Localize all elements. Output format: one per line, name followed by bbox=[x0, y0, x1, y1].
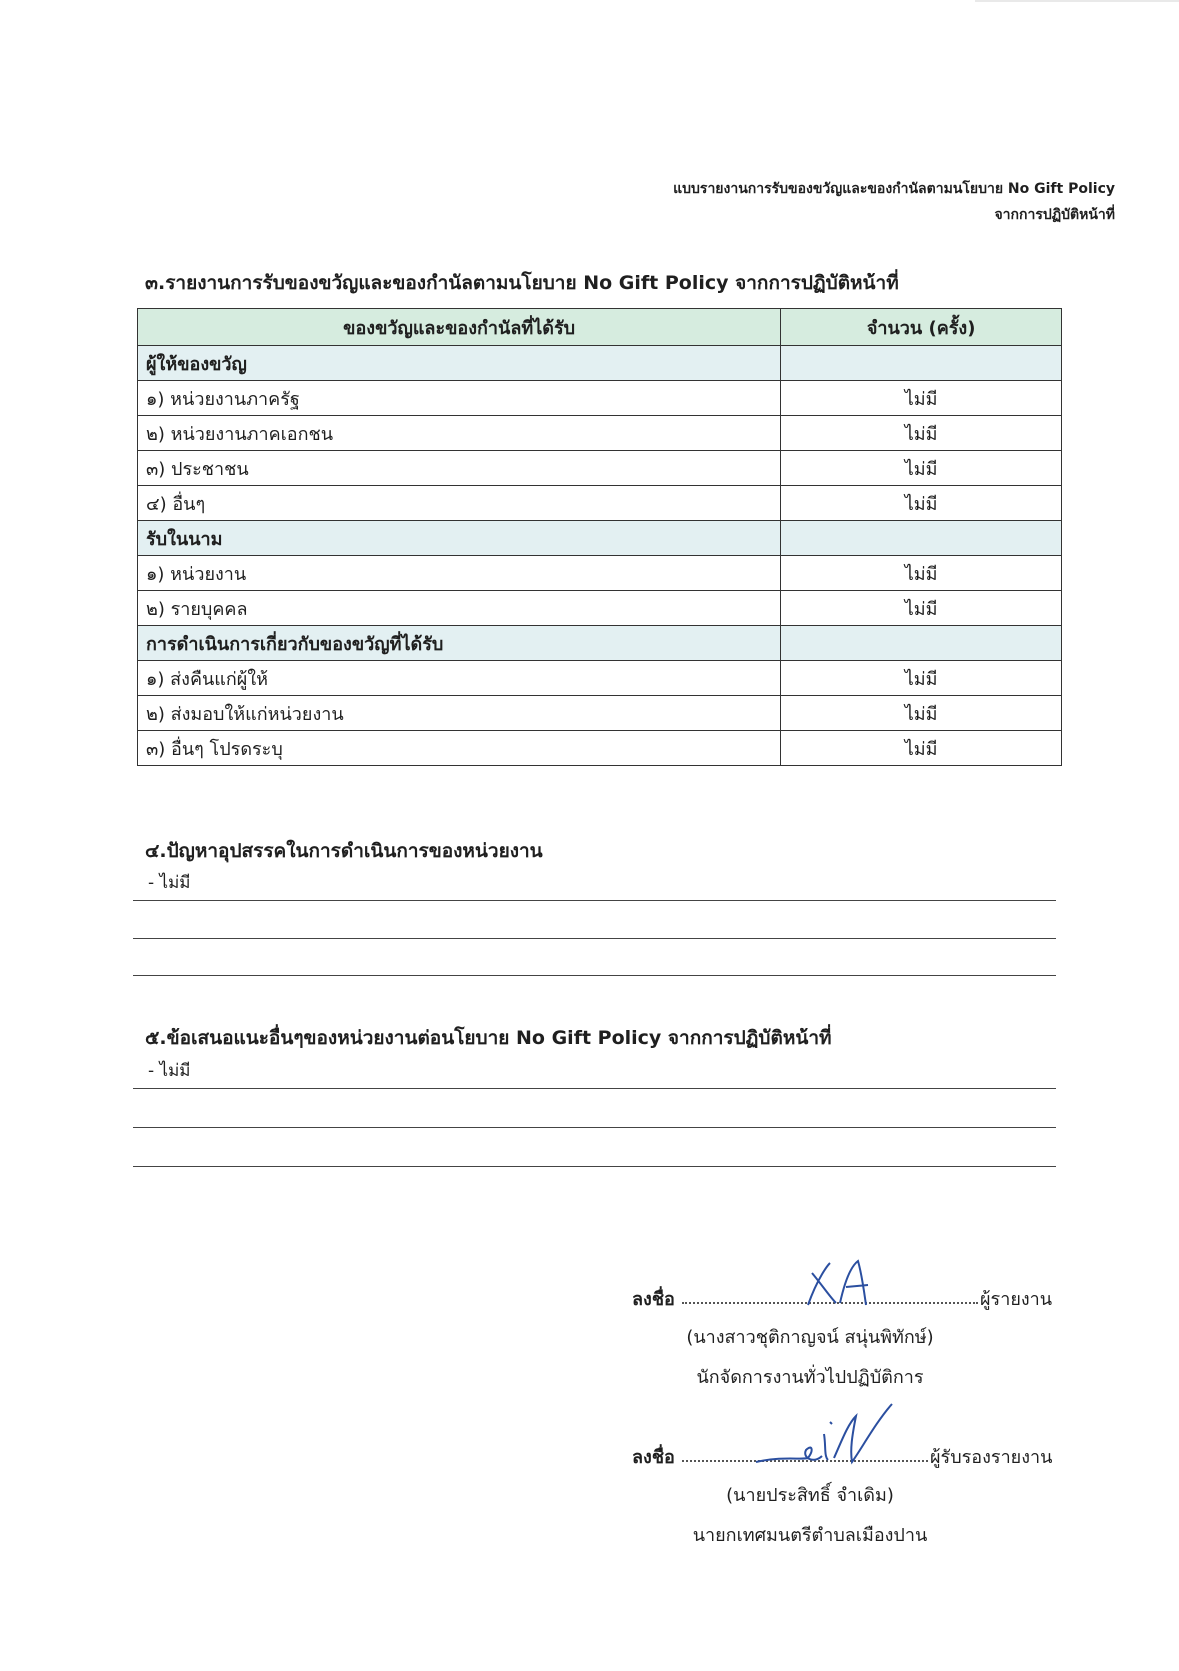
group-count-cell bbox=[781, 346, 1062, 381]
table-row bbox=[138, 416, 1062, 451]
group-count-cell bbox=[781, 521, 1062, 556]
row-item: ๓) อื่นๆ โปรดระบุ bbox=[138, 731, 781, 766]
table-row bbox=[138, 661, 1062, 696]
row-count: ไม่มี bbox=[781, 696, 1062, 731]
reporter-role: ผู้รายงาน bbox=[980, 1289, 1053, 1310]
row-count: ไม่มี bbox=[781, 486, 1062, 521]
answer-line bbox=[133, 900, 1056, 901]
row-item: ๔) อื่นๆ bbox=[138, 486, 781, 521]
answer-line bbox=[133, 975, 1056, 976]
form-header-line1: แบบรายงานการรับของขวัญและของกำนัลตามนโยบาย No Gift Policy bbox=[673, 181, 1115, 197]
table-row bbox=[138, 591, 1062, 626]
row-count: ไม่มี bbox=[781, 451, 1062, 486]
reporter-position: นักจัดการงานทั่วไปปฏิบัติการ bbox=[696, 1367, 924, 1388]
section4-title: ๔.ปัญหาอุปสรรคในการดำเนินการของหน่วยงาน bbox=[145, 840, 543, 862]
table-header-row bbox=[138, 309, 1062, 346]
row-count: ไม่มี bbox=[781, 661, 1062, 696]
answer-line bbox=[133, 938, 1056, 939]
row-item: ๑) หน่วยงาน bbox=[138, 556, 781, 591]
table-row bbox=[138, 381, 1062, 416]
certifier-position: นายกเทศมนตรีตำบลเมืองปาน bbox=[692, 1525, 928, 1546]
form-header-line2: จากการปฏิบัติหน้าที่ bbox=[994, 207, 1115, 223]
table-row bbox=[138, 696, 1062, 731]
row-count: ไม่มี bbox=[781, 381, 1062, 416]
section4-answer: - ไม่มี bbox=[148, 873, 191, 893]
row-item: ๒) ส่งมอบให้แก่หน่วยงาน bbox=[138, 696, 781, 731]
gift-report-table bbox=[137, 308, 1062, 766]
row-item: ๑) หน่วยงานภาครัฐ bbox=[138, 381, 781, 416]
certifier-sign-label: ลงชื่อ bbox=[632, 1447, 675, 1468]
answer-line bbox=[133, 1088, 1056, 1089]
group-label: ผู้ให้ของขวัญ bbox=[138, 346, 781, 381]
table-row bbox=[138, 556, 1062, 591]
certifier-name: (นายประสิทธิ์ จำเดิม) bbox=[726, 1485, 894, 1506]
section5-title: ๕.ข้อเสนอแนะอื่นๆของหน่วยงานต่อนโยบาย No Gift Policy จากการปฏิบัติหน้าที่ bbox=[145, 1027, 832, 1049]
answer-line bbox=[133, 1166, 1056, 1167]
row-item: ๒) หน่วยงานภาคเอกชน bbox=[138, 416, 781, 451]
table-row bbox=[138, 451, 1062, 486]
reporter-signature bbox=[800, 1255, 880, 1310]
row-count: ไม่มี bbox=[781, 416, 1062, 451]
group-count-cell bbox=[781, 626, 1062, 661]
form-header bbox=[673, 176, 1115, 228]
row-count: ไม่มี bbox=[781, 731, 1062, 766]
section5-answer: - ไม่มี bbox=[148, 1061, 191, 1081]
certifier-role: ผู้รับรองรายงาน bbox=[930, 1447, 1053, 1468]
table-row bbox=[138, 486, 1062, 521]
row-item: ๑) ส่งคืนแก่ผู้ให้ bbox=[138, 661, 781, 696]
group-label: รับในนาม bbox=[138, 521, 781, 556]
group-label: การดำเนินการเกี่ยวกับของขวัญที่ได้รับ bbox=[138, 626, 781, 661]
certifier-signature bbox=[752, 1400, 902, 1490]
answer-line bbox=[133, 1127, 1056, 1128]
row-item: ๒) รายบุคคล bbox=[138, 591, 781, 626]
group-row-giver bbox=[138, 346, 1062, 381]
row-item: ๓) ประชาชน bbox=[138, 451, 781, 486]
row-count: ไม่มี bbox=[781, 591, 1062, 626]
reporter-sign-label: ลงชื่อ bbox=[632, 1289, 675, 1310]
group-row-receive-as bbox=[138, 521, 1062, 556]
row-count: ไม่มี bbox=[781, 556, 1062, 591]
section3-title: ๓.รายงานการรับของขวัญและของกำนัลตามนโยบาย No Gift Policy จากการปฏิบัติหน้าที่ bbox=[145, 272, 899, 294]
reporter-name: (นางสาวชุติกาญจน์ สนุ่นพิทักษ์) bbox=[686, 1327, 934, 1348]
group-row-handling bbox=[138, 626, 1062, 661]
column-header-gift: ของขวัญและของกำนัลที่ได้รับ bbox=[138, 309, 781, 346]
table-row bbox=[138, 731, 1062, 766]
column-header-count: จำนวน (ครั้ง) bbox=[781, 309, 1062, 346]
page-edge-line bbox=[975, 0, 1179, 2]
